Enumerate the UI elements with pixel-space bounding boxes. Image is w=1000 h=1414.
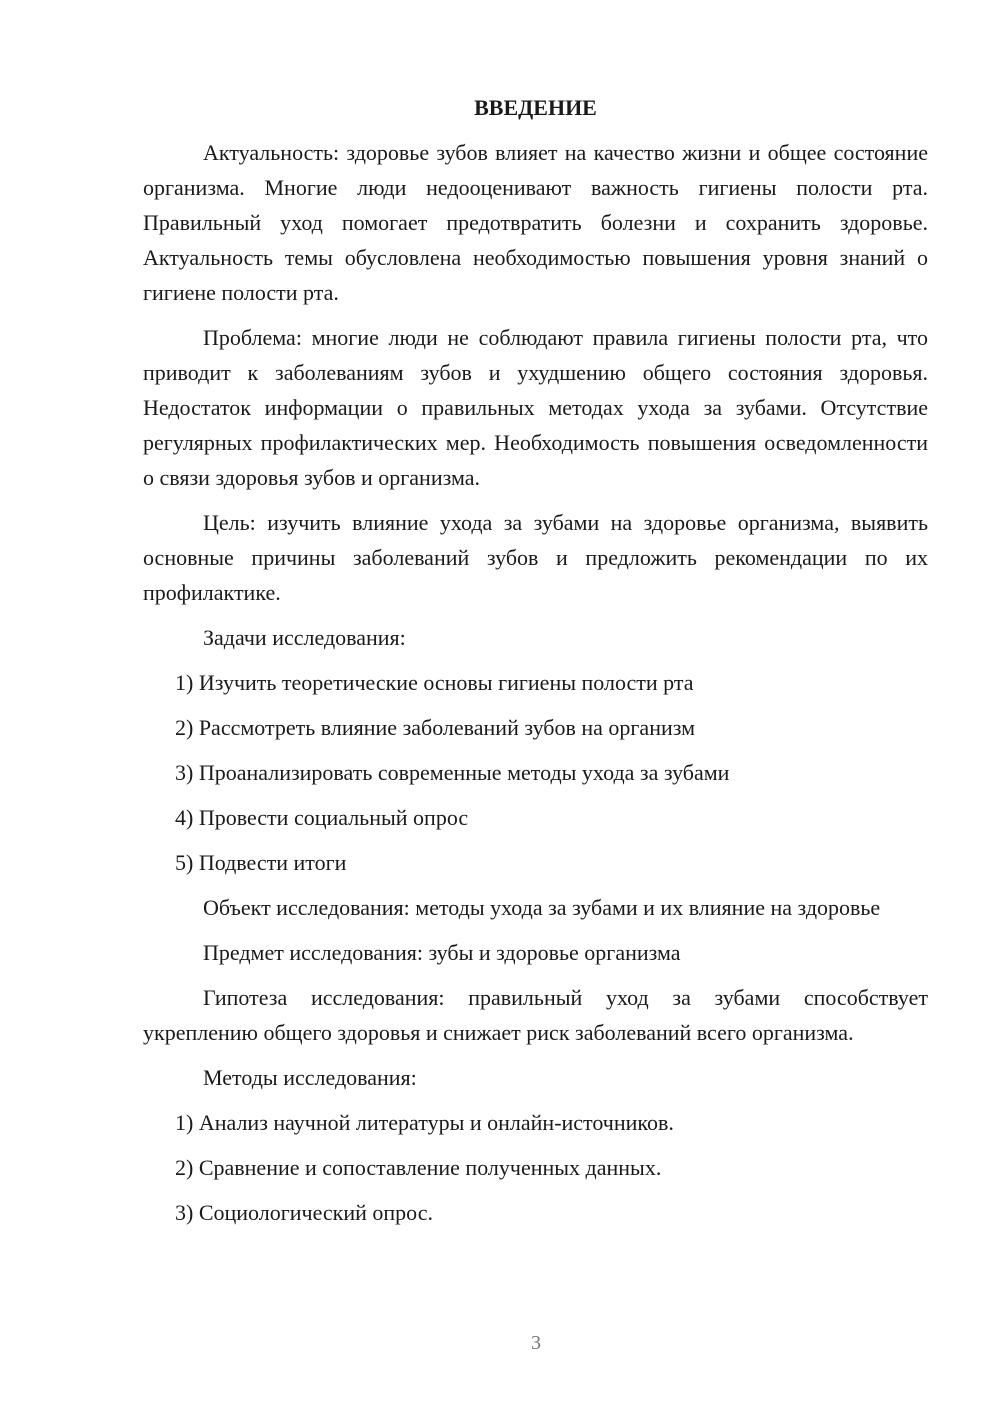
problem-paragraph: Проблема: многие люди не соблюдают правила гигиены полости рта, что приводит к заболеваниям зубов и ухудшению общего состояния здоровья. Недостаток информации о правильных методах ухода за зубами. Отсутствие регулярных профилактических мер. Необходимость повышения осведомленности о связи здоровья зубов и организма. [143,325,928,490]
page-number: 3 [531,1332,541,1354]
tasks-label: Задачи исследования: [203,625,406,650]
object-paragraph: Объект исследования: методы ухода за зубами и их влияние на здоровье [203,895,881,920]
methods-label: Методы исследования: [203,1065,417,1090]
list-item: 2) Рассмотреть влияние заболеваний зубов на организм [175,715,696,740]
list-item: 3) Проанализировать современные методы ухода за зубами [175,760,730,785]
methods-list [143,1105,928,1230]
goal-paragraph: Цель: изучить влияние ухода за зубами на здоровье организма, выявить основные причины заболеваний зубов и предложить рекомендации по их профилактике. [143,510,928,605]
relevance-paragraph: Актуальность: здоровье зубов влияет на качество жизни и общее состояние организма. Многие люди недооценивают важность гигиены полости рта. Правильный уход помогает предотвратить болезни и сохранить здоровье. Актуальность темы обусловлена необходимостью повышения уровня знаний о гигиене полости рта. [143,140,928,305]
list-item: 3) Социологический опрос. [175,1200,433,1225]
tasks-list [143,665,928,880]
list-item: 5) Подвести итоги [175,850,347,875]
section-heading: ВВЕДЕНИЕ [474,95,597,120]
hypothesis-paragraph: Гипотеза исследования: правильный уход за зубами способствует укреплению общего здоровья и снижает риск заболеваний всего организма. [143,985,928,1045]
list-item: 1) Анализ научной литературы и онлайн-источников. [175,1110,674,1135]
list-item: 4) Провести социальный опрос [175,805,469,830]
list-item: 1) Изучить теоретические основы гигиены полости рта [175,670,694,695]
list-item: 2) Сравнение и сопоставление полученных данных. [175,1155,662,1180]
document-page [143,90,928,1240]
subject-paragraph: Предмет исследования: зубы и здоровье организма [203,940,681,965]
